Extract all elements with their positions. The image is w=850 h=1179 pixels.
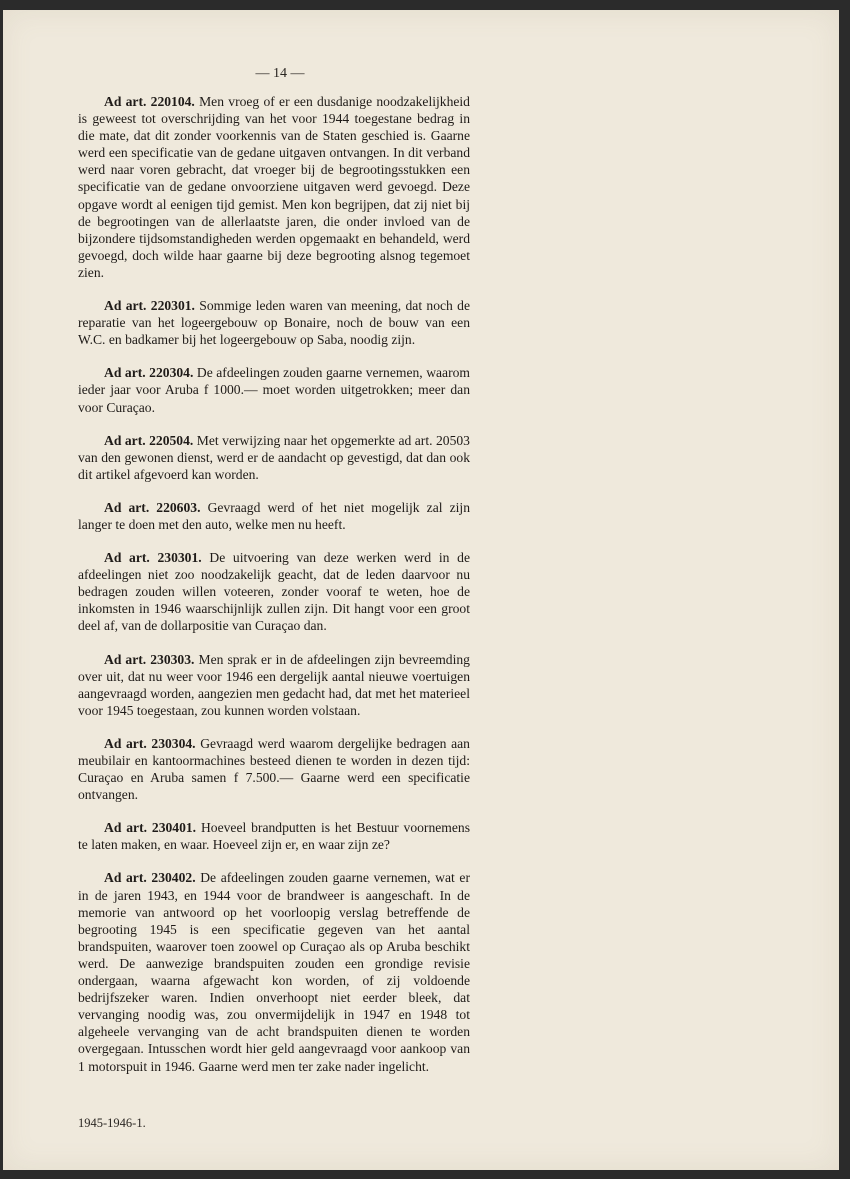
paragraph-text: Gevraagd werd waarom dergelijke bedragen aan meubilair en kantoormachines besteed dienen te worden in dezen tijd: Curaçao en Aruba samen f 7.500.— Gaarne werd een specificatie ontvangen. xyxy=(78,735,470,803)
article-label: Ad art. 230401. xyxy=(104,820,197,836)
paragraph-text: Hoeveel brandputten is het Bestuur voornemens te laten maken, en waar. Hoeveel zijn er, en waar zijn ze? xyxy=(78,820,470,853)
paragraph-220603 xyxy=(78,499,470,533)
paragraph-230402 xyxy=(78,869,470,1074)
paragraph-220304 xyxy=(78,364,470,415)
article-label: Ad art. 230301. xyxy=(104,550,202,566)
paragraph-text: De afdeelingen zouden gaarne vernemen, wat er in de jaren 1943, en 1944 voor de brandweer is aangeschaft. In de memorie van antwoord op het voorloopig verslag betreffende de begrooting 1945 is een specificatie gegeven van het aantal brandspuiten, waarover toen zoowel op Curaçao als op Aruba beschikt werd. De aanwezige brandspuiten zouden een grondige revisie ondergaan, waarna afgewacht kon worden, of zij voldoende bedrijfszeker waren. Indien onverhoopt niet eerder bleek, dat vervanging noodig was, zou onvermijdelijk in 1947 en 1948 tot algeheele vervanging van de acht brandspuiten dienen te worden overgegaan. Intusschen wordt hier geld aangevraagd voor aankoop van 1 motorspuit in 1946. Gaarne werd men ter zake nader ingelicht. xyxy=(78,870,470,1074)
article-label: Ad art. 230402. xyxy=(104,870,196,886)
article-label: Ad art. 220504. xyxy=(104,432,194,448)
paragraph-230401 xyxy=(78,819,470,853)
article-label: Ad art. 230303. xyxy=(104,651,195,667)
paragraph-text: De afdeelingen zouden gaarne vernemen, waarom ieder jaar voor Aruba f 1000.— moet worden uitgetrokken; meer dan voor Curaçao. xyxy=(78,365,470,415)
paragraph-230303 xyxy=(78,651,470,719)
paragraph-text: Men vroeg of er een dusdanige noodzakelijkheid is geweest tot overschrijding van het voor 1944 toegestane bedrag in die mate, dat dit zonder voorkennis van de Staten geschied is. Gaarne werd een specificatie van de gedane uitgaven ontvangen. In dit verband werd naar voren gebracht, dat vroeger bij de begrootingsstukken een specificatie van de gedane onvoorziene uitgaven werd gevoegd. Deze opgave wordt al eenigen tijd gemist. Men kon begrijpen, dat zij niet bij de begrootingen van de allerlaatste jaren, die onder invloed van de bijzondere tijdsomstandigheden werden opgemaakt en behandeld, werd gevoegd, doch wilde haar gaarne bij deze begrooting alsnog tegemoet zien. xyxy=(78,94,470,280)
paragraph-text: Men sprak er in de afdeelingen zijn bevreemding over uit, dat nu weer voor 1946 een dergelijk aantal nieuwe voertuigen aangevraagd worden, aangezien men gedacht had, dat met het materieel voor 1945 toegestaan, zou kunnen worden volstaan. xyxy=(78,651,470,718)
article-label: Ad art. 220104. xyxy=(104,94,195,109)
paragraph-text: Gevraagd werd of het niet mogelijk zal zijn langer te doen met den auto, welke men nu heeft. xyxy=(78,499,470,532)
document-code: 1945-1946-1. xyxy=(78,1116,146,1130)
paragraph-220104 xyxy=(78,93,470,281)
paragraph-text: Met verwijzing naar het opgemerkte ad art. 20503 van den gewonen dienst, werd er de aandacht op gevestigd, dat dan ook dit artikel afgevoerd kan worden. xyxy=(78,432,470,482)
paragraph-220301 xyxy=(78,297,470,348)
article-label: Ad art. 220603. xyxy=(104,499,201,515)
paragraph-230304 xyxy=(78,735,470,803)
paragraph-230301 xyxy=(78,549,470,634)
article-label: Ad art. 230304. xyxy=(104,735,196,751)
paragraph-text: De uitvoering van deze werken werd in de afdeelingen niet zoo noodzakelijk geacht, dat de leden daarvoor nu bedragen zouden willen voteeren, zonder vooraf te weten, hoe de inkomsten in 1946 waarschijnlijk zullen zijn. Dit hangt voor een groot deel af, van de dollarpositie van Curaçao dan. xyxy=(78,550,470,634)
page-number: — 14 — xyxy=(255,66,305,81)
article-label: Ad art. 220301. xyxy=(104,298,195,314)
article-label: Ad art. 220304. xyxy=(104,365,194,381)
document-body xyxy=(78,93,470,1091)
paragraph-220504 xyxy=(78,432,470,483)
paragraph-text: Sommige leden waren van meening, dat noch de reparatie van het logeergebouw op Bonaire, noch de bouw van een W.C. en badkamer bij het logeergebouw op Saba, noodig zijn. xyxy=(78,298,470,348)
